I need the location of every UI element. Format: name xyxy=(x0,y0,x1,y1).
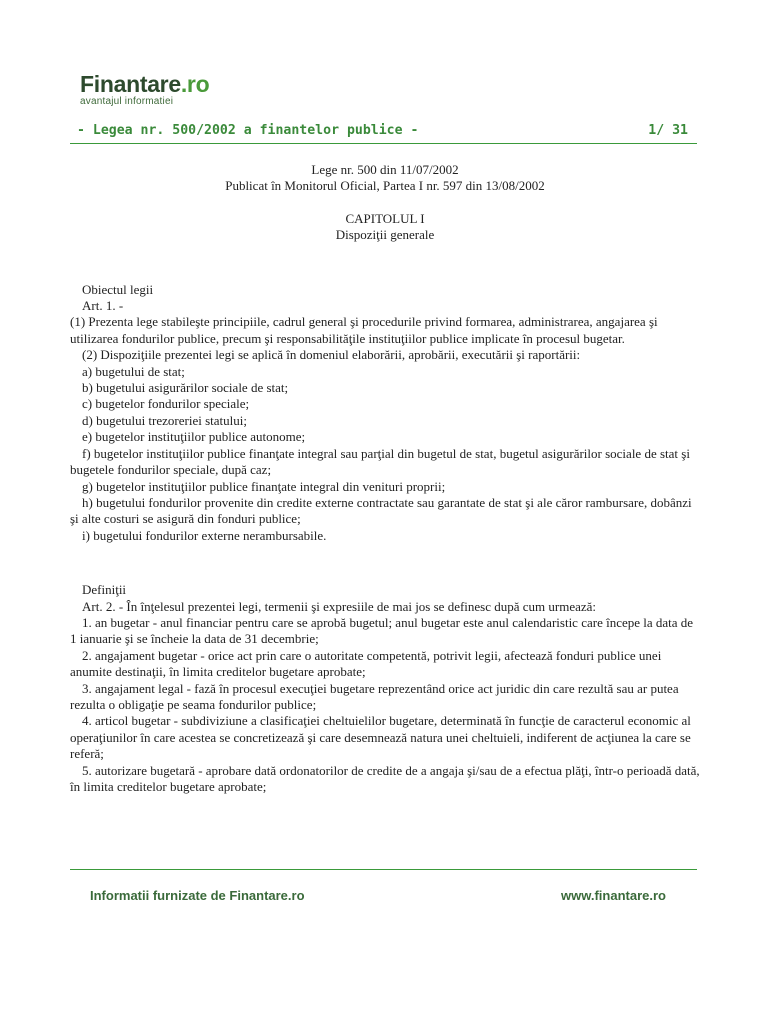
page-number: 1/ 31 xyxy=(648,123,688,138)
logo-main-text: Finantare xyxy=(80,71,181,97)
list-item: f) bugetelor instituţiilor publice finanţate integral sau parţial din bugetul de stat, bugetul asigurărilor sociale de stat şi bugetele fondurilor speciale, după caz; xyxy=(70,445,690,478)
list-item: g) bugetelor instituţiilor publice finanţate integral din venituri proprii; xyxy=(82,478,446,494)
article-1-paragraph-1: (1) Prezenta lege stabileşte principiile, cadrul general şi procedurile privind formarea, administrarea, angajarea şi utilizarea fondurilor publice, precum şi responsabilităţile instituţiilor publice implicate în procesul bugetar. xyxy=(70,314,658,346)
list-item: 3. angajament legal - fază în procesul execuţiei bugetare reprezentând orice act juridic din care rezultă sau ar putea rezulta o obligaţie pe seama fondurilor publice; xyxy=(70,680,679,712)
list-item: 5. autorizare bugetară - aprobare dată ordonatorilor de credite de a angaja şi/sau de a efectua plăţi, într-o perioadă dată, în limita creditelor bugetare aprobate; xyxy=(70,762,700,794)
article-1-paragraph-2: (2) Dispoziţiile prezentei legi se aplică în domeniul elaborării, aprobării, executării şi raportării: xyxy=(82,347,581,363)
publication-line: Publicat în Monitorul Oficial, Partea I nr. 597 din 13/08/2002 xyxy=(225,178,545,194)
footer-credit: Informatii furnizate de Finantare.ro xyxy=(90,888,305,903)
header-title: - Legea nr. 500/2002 a finantelor publice - xyxy=(77,123,419,138)
list-item: 2. angajament bugetar - orice act prin care o autoritate competentă, potrivit legii, afectează fonduri publice unei anumite destinaţii, în limita creditelor bugetare aprobate; xyxy=(70,647,662,680)
finantare-logo xyxy=(80,72,209,107)
list-item: 4. articol bugetar - subdiviziune a clasificaţiei cheltuielilor bugetare, determinată în funcţie de caracterul economic al operaţiunilor în care acestea se concretizează şi care desemnează natura unei cheltuieli, indiferent de acţiunea la care se referă; xyxy=(70,713,691,762)
footer-divider xyxy=(70,869,697,870)
list-item: a) bugetului de stat; xyxy=(82,363,185,379)
chapter-heading: CAPITOLUL I xyxy=(345,210,425,226)
article-1-title: Art. 1. - xyxy=(82,298,124,314)
list-item: h) bugetului fondurilor provenite din credite externe contractate sau garantate de stat şi ale căror rambursare, dobânzi şi alte costuri se asigură din fonduri publice; xyxy=(70,494,692,527)
logo-wordmark xyxy=(80,72,209,96)
list-item: b) bugetului asigurărilor sociale de stat; xyxy=(82,380,289,396)
logo-suffix: .ro xyxy=(180,71,210,97)
list-item: e) bugetelor instituţiilor publice autonome; xyxy=(82,429,306,445)
chapter-title: Dispoziţii generale xyxy=(335,227,435,243)
list-item: c) bugetelor fondurilor speciale; xyxy=(82,396,250,412)
logo-tagline: avantajul informatiei xyxy=(80,96,174,107)
section-title-obiectul: Obiectul legii xyxy=(82,281,154,297)
article-2-title: Art. 2. - În înţelesul prezentei legi, termenii şi expresiile de mai jos se definesc după cum urmează: xyxy=(82,598,597,614)
section-title-definitii: Definiţii xyxy=(82,582,127,598)
law-line: Lege nr. 500 din 11/07/2002 xyxy=(311,162,459,177)
document-body xyxy=(70,162,700,795)
list-item: 1. an bugetar - anul financiar pentru care se aprobă bugetul; anul bugetar este anul calendaristic care începe la data de 1 ianuarie şi se încheie la data de 31 decembrie; xyxy=(70,614,694,647)
list-item: i) bugetului fondurilor externe nerambursabile. xyxy=(82,527,327,543)
list-item: d) bugetului trezoreriei statului; xyxy=(82,412,247,428)
footer-website-link[interactable]: www.finantare.ro xyxy=(561,888,666,903)
header-divider xyxy=(70,143,697,144)
